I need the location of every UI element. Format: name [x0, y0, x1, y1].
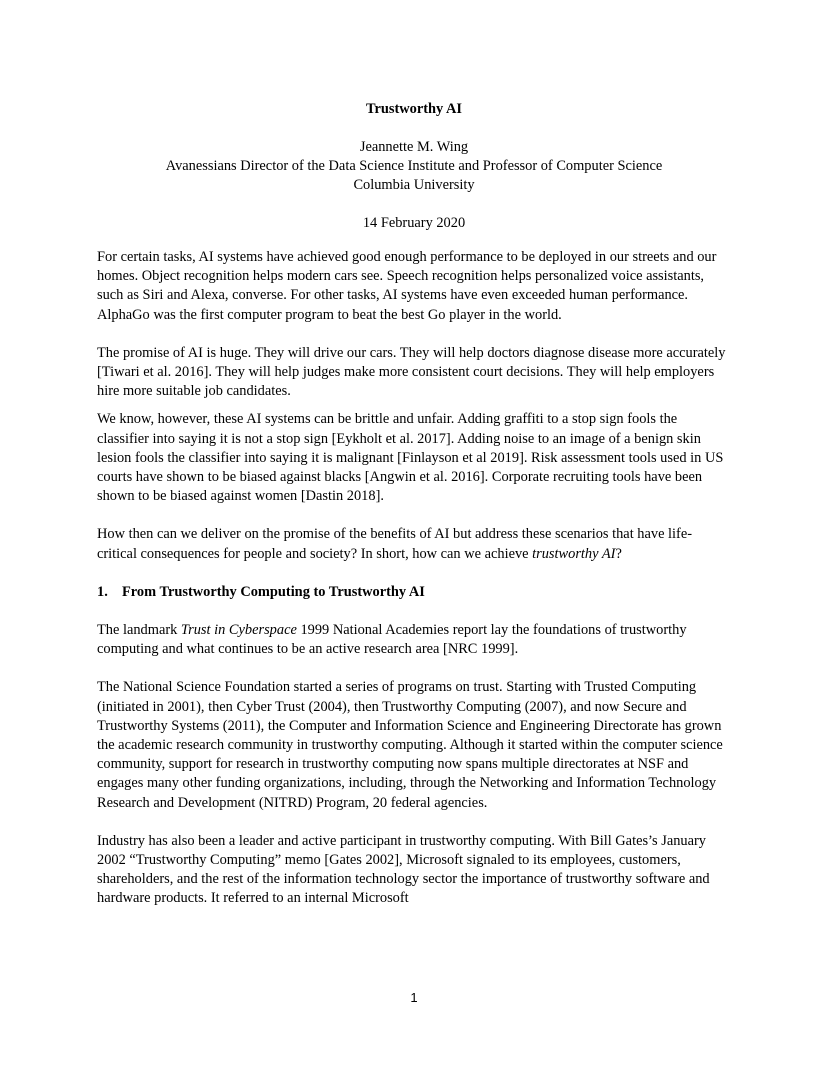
paragraph — [97, 621, 731, 659]
section-heading — [97, 583, 731, 602]
paper-date: 14 February 2020 — [362, 215, 466, 231]
paragraph-text: ? — [615, 545, 622, 562]
paragraph: The National Science Foundation started a series of programs on trust. Starting with Trusted Computing (initiated in 2001), then Cyber Trust (2004), then Trustworthy Computing (2007), and now Secure and Trustworthy Systems (2011), the Computer and Information Science and Engineering Directorate has grown the academic research community in trustworthy computing. Although it started within the computer science community, support for research in trustworthy computing now spans multiple directorates at NSF and engages many other funding organizations, including, through the Networking and Information Technology Research and Development (NITRD) Program, 20 federal agencies. — [97, 679, 723, 811]
paragraph-text: How then can we deliver on the promise of the benefits of AI but address these scenarios that have life-critical consequences for people and society? In short, how can we achieve — [97, 526, 693, 562]
paper-title: Trustworthy AI — [365, 101, 463, 117]
paragraph-text: The landmark — [97, 622, 181, 639]
emphasis-text: trustworthy AI — [532, 545, 616, 562]
paragraph-text: 1999 National Academies report lay the foundations of trustworthy computing and what continues to be an active research area [NRC 1999]. — [97, 622, 687, 658]
paragraph — [97, 525, 731, 563]
paragraph: We know, however, these AI systems can be brittle and unfair. Adding graffiti to a stop sign fools the classifier into saying it is not a stop sign [Eykholt et al. 2017]. Adding noise to an image of a benign skin lesion fools the classifier into saying it is malignant [Finlayson et al 2019]. Risk assessment tools used in US courts have shown to be biased against blacks [Angwin et al. 2016]. Corporate recruiting tools have been shown to be biased against women [Dastin 2018]. — [97, 411, 724, 505]
paragraph: Industry has also been a leader and active participant in trustworthy computing. With Bill Gates’s January 2002 “Trustworthy Computing” memo [Gates 2002], Microsoft signaled to its employees, customers, shareholders, and the rest of the information technology sector the importance of trustworthy software and hardware products. It referred to an internal Microsoft — [97, 832, 710, 907]
author-university: Columbia University — [353, 177, 475, 193]
page-number: 1 — [410, 990, 418, 1005]
section-number: 1. — [97, 583, 108, 600]
author-name: Jeannette M. Wing — [359, 139, 469, 155]
title-block — [97, 100, 731, 233]
section-title: From Trustworthy Computing to Trustworthy AI — [122, 583, 425, 600]
author-affiliation: Avanessians Director of the Data Science Institute and Professor of Computer Science — [165, 158, 663, 174]
emphasis-text: Trust in Cyberspace — [180, 622, 297, 639]
paper-body — [97, 248, 731, 909]
paragraph: For certain tasks, AI systems have achieved good enough performance to be deployed in our streets and our homes. Object recognition helps modern cars see. Speech recognition helps personalized voice assistants, such as Siri and Alexa, converse. For other tasks, AI systems have even exceeded human performance. AlphaGo was the first computer program to beat the best Go player in the world. — [97, 249, 717, 323]
author-block — [97, 138, 731, 195]
paragraph: The promise of AI is huge. They will drive our cars. They will help doctors diagnose disease more accurately [Tiwari et al. 2016]. They will help judges make more consistent court decisions. They will help employers hire more suitable job candidates. — [97, 344, 726, 400]
